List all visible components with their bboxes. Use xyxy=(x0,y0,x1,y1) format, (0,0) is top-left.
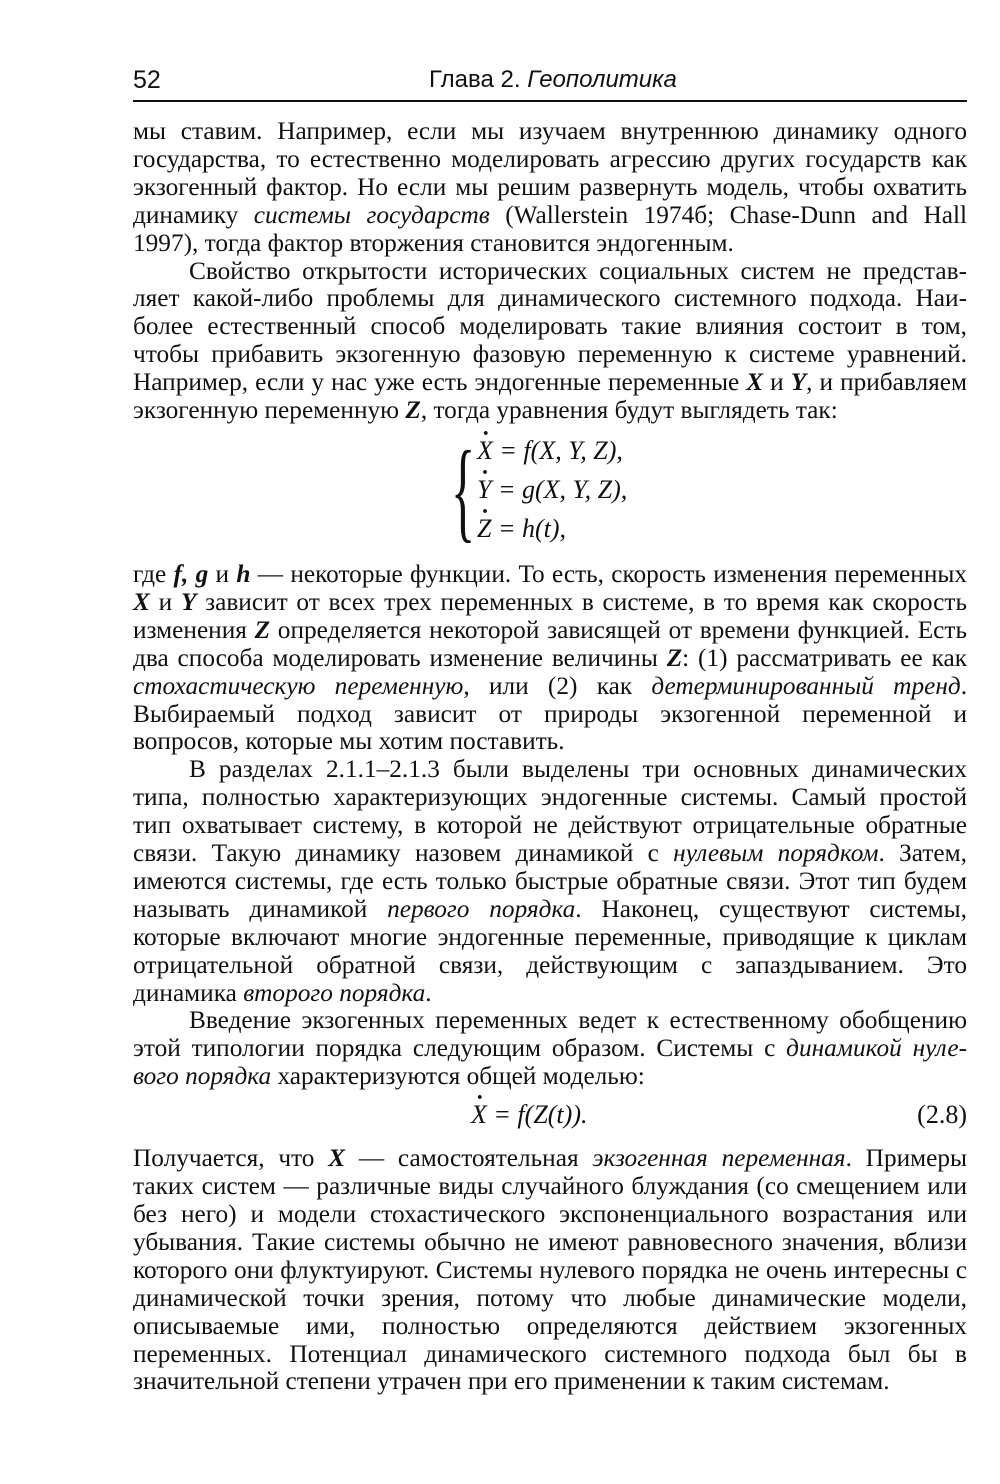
text-run: . Примеры таких систем — различные виды случайного блуждания (со смещением или без него) и модели стохастического экспоненциального возрастания или убывания. Такие системы обычно не имеют равновесного значения, вблизи которого они флуктуируют. Системы нулевого порядка не очень интересны с динамической точки зрения, потому что любые динамические модели, описываемые ими, полностью определяются действием экзогенных переменных. Потенциал динамического системного подхода был бы в значительной степени утрачен при его применении к таким системам. xyxy=(133,1144,968,1396)
math-var-dot: X · xyxy=(477,437,493,465)
equation-body xyxy=(471,1101,587,1129)
math-var: h xyxy=(236,559,251,588)
text-run: определяется некоторой зависящей от времени функцией. Есть два способа моделировать изменение величины xyxy=(133,615,967,672)
text-run: — некоторые функции. То есть, скорость изменения переменных xyxy=(250,559,967,588)
paragraph-1 xyxy=(133,118,967,258)
running-header xyxy=(133,62,967,102)
math-var: Y xyxy=(790,368,807,397)
equation-rhs: = g(X, Y, Z), xyxy=(491,474,628,504)
text-run: мы ставим. Например, если мы изучаем внутреннюю динамику одного государства, то естественно моделировать агрессию других государств как экзогенный фактор. Но если мы решим развернуть модель, чтобы охватить динамику xyxy=(133,117,967,229)
equation-rhs: = h(t), xyxy=(491,513,567,543)
text-run: : (1) рассматривать ее как xyxy=(682,643,967,672)
emphasis: стохастическую переменную xyxy=(133,671,464,700)
text-run: , тогда уравнения будут выглядеть так: xyxy=(420,396,838,425)
math-var: X xyxy=(328,1144,346,1173)
text-run: . xyxy=(425,978,432,1007)
text-run: , и прибавляем экзогенную переменную xyxy=(133,368,967,425)
text-run: где xyxy=(133,559,174,588)
math-var: X xyxy=(746,368,764,397)
chapter-label: Глава 2. xyxy=(429,66,521,93)
math-var: f, g xyxy=(173,559,209,588)
text-run: . Затем, имеются системы, где есть только быстрые обратные связи. Этот тип будем называть динамикой xyxy=(133,839,967,923)
math-var-dot: Y · xyxy=(477,476,491,504)
chapter-title xyxy=(429,66,677,94)
math-var-dot: X · xyxy=(471,1101,487,1129)
text-run: Свойство открытости исторических социальных систем не представляет какой-либо проблемы для динамического системного подхода. Наиболее естественный способ моделировать такие влияния состоит в том, чтобы прибавить экзогенную фазовую переменную к системе уравнений. Например, если у нас уже есть эндогенные переменные xyxy=(133,256,967,397)
emphasis: экзогенная переменная xyxy=(592,1144,846,1173)
text-run: , или (2) как xyxy=(463,671,652,700)
equation-rhs: = f(Z(t)). xyxy=(486,1100,588,1130)
emphasis: динамикой нулевого порядка xyxy=(133,1034,967,1091)
emphasis: первого порядка xyxy=(387,894,576,923)
text-run: Получается, что xyxy=(133,1144,329,1173)
text-run: и xyxy=(208,559,237,588)
text-run: . Наконец, существуют системы, которые включают многие эндогенные переменные, приводящие к циклам отрицательной обратной связи, действующим с запаздыванием. Это динамика xyxy=(133,894,967,1007)
math-var: X xyxy=(133,587,150,616)
text-run: . Выбираемый подход зависит от природы экзогенной переменной и вопросов, которые мы хотим поставить. xyxy=(133,671,968,756)
page-body xyxy=(133,118,967,1396)
paragraph-2 xyxy=(133,258,967,425)
left-brace: { xyxy=(451,428,476,553)
equation-rhs: = f(X, Y, Z), xyxy=(492,435,623,465)
text-run: — самостоятельная xyxy=(345,1144,593,1173)
system-equation-1 xyxy=(477,437,623,465)
paragraph-5 xyxy=(133,1007,967,1091)
paragraph-6 xyxy=(133,1145,967,1396)
emphasis: нулевым порядком xyxy=(673,839,879,868)
math-var-dot: Z · xyxy=(477,515,491,543)
text-run: В разделах 2.1.1–2.1.3 были выделены три основных динамических типа, полностью характеризующих эндогенные системы. Самый простой тип охватывает систему, в которой не действуют отрицательные обратные связи. Такую динамику назовем динамикой с xyxy=(133,755,967,868)
header-rule xyxy=(133,100,967,102)
text-run: и xyxy=(763,368,791,397)
paragraph-3 xyxy=(133,561,967,756)
system-equation-3 xyxy=(477,515,566,543)
system-equation-2 xyxy=(477,476,627,504)
equation-2-8 xyxy=(133,1097,967,1141)
text-run: Введение экзогенных переменных ведет к естественному обобщению этой типологии порядка следующим образом. Системы с xyxy=(133,1006,967,1063)
text-run: характеризуются общей моделью: xyxy=(271,1062,645,1091)
math-var: Z xyxy=(666,643,683,672)
math-var: Y xyxy=(180,587,197,616)
equation-system xyxy=(133,428,967,555)
math-var: Z xyxy=(405,396,421,425)
text-run: и xyxy=(149,587,181,616)
math-var: Z xyxy=(254,615,271,644)
paragraph-4 xyxy=(133,756,967,1007)
text-run: (Wallerstein 1974б; Chase-Dunn and Hall 1997), тогда фактор вторжения становится эндогенным. xyxy=(133,200,968,257)
equation-number: (2.8) xyxy=(917,1100,967,1130)
text-run: зависит от всех трех переменных в системе, в то время как скорость изменения xyxy=(133,587,968,644)
chapter-name: Геополитика xyxy=(527,66,677,93)
emphasis: второго порядка xyxy=(243,978,426,1007)
page-number: 52 xyxy=(133,66,161,94)
emphasis: детерминированный тренд xyxy=(651,671,961,700)
emphasis: системы государств xyxy=(253,200,490,229)
